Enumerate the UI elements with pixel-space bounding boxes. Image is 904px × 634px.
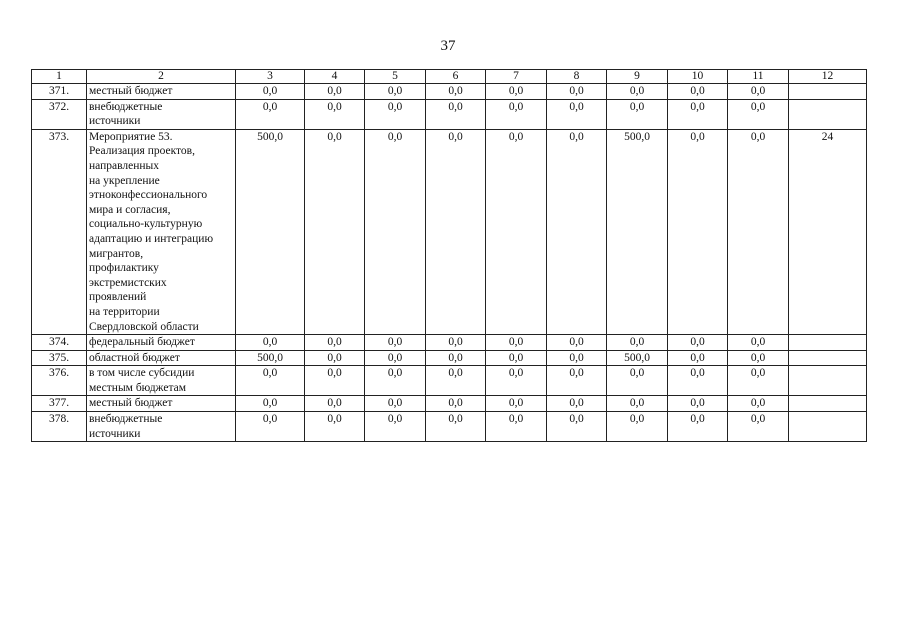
value-cell-col-3: 0,0 (236, 84, 305, 100)
value-cell-col-4: 0,0 (305, 129, 365, 334)
value-cell-col-5: 0,0 (365, 129, 426, 334)
value-cell-col-11: 0,0 (728, 129, 789, 334)
description-line: этноконфессионального (89, 189, 208, 202)
value-cell-col-7: 0,0 (486, 99, 547, 129)
description-line: местный бюджет (89, 397, 173, 410)
value-cell-col-8: 0,0 (547, 99, 607, 129)
description-line: внебюджетные (89, 100, 163, 113)
description-line: федеральный бюджет (89, 336, 195, 349)
value-cell-col-5: 0,0 (365, 350, 426, 366)
value-cell-col-11: 0,0 (728, 366, 789, 396)
target-indicator-cell (789, 84, 867, 100)
description-line: Мероприятие 53. (89, 130, 173, 143)
value-cell-col-5: 0,0 (365, 99, 426, 129)
table-row (32, 350, 867, 366)
description-line: направленных (89, 159, 160, 172)
row-number: 376. (32, 366, 87, 396)
value-cell-col-10: 0,0 (668, 335, 728, 351)
header-cell-12: 12 (789, 70, 867, 84)
value-cell-col-10: 0,0 (668, 366, 728, 396)
table-row (32, 396, 867, 412)
value-cell-col-8: 0,0 (547, 366, 607, 396)
value-cell-col-6: 0,0 (426, 99, 486, 129)
value-cell-col-11: 0,0 (728, 412, 789, 442)
value-cell-col-7: 0,0 (486, 366, 547, 396)
description-line: социально-культурную (89, 218, 203, 231)
value-cell-col-3: 0,0 (236, 99, 305, 129)
row-number: 374. (32, 335, 87, 351)
row-number: 371. (32, 84, 87, 100)
target-indicator-cell (789, 350, 867, 366)
value-cell-col-6: 0,0 (426, 335, 486, 351)
target-indicator-cell (789, 412, 867, 442)
row-number: 372. (32, 99, 87, 129)
value-cell-col-4: 0,0 (305, 335, 365, 351)
value-cell-col-5: 0,0 (365, 366, 426, 396)
row-number: 378. (32, 412, 87, 442)
value-cell-col-9: 0,0 (607, 396, 668, 412)
target-indicator-cell (789, 366, 867, 396)
value-cell-col-10: 0,0 (668, 129, 728, 334)
description-line: проявлений (89, 291, 147, 304)
description-line: Свердловской области (89, 320, 199, 333)
description-line: на укрепление (89, 174, 160, 187)
description-line: профилактику (89, 262, 159, 275)
description-line: Реализация проектов, (89, 145, 195, 158)
row-number: 373. (32, 129, 87, 334)
header-cell-2: 2 (87, 70, 236, 84)
value-cell-col-4: 0,0 (305, 412, 365, 442)
value-cell-col-7: 0,0 (486, 335, 547, 351)
value-cell-col-9: 500,0 (607, 350, 668, 366)
description-line: источники (89, 115, 141, 128)
header-cell-10: 10 (668, 70, 728, 84)
description-line: в том числе субсидии (89, 367, 195, 380)
value-cell-col-7: 0,0 (486, 129, 547, 334)
value-cell-col-11: 0,0 (728, 350, 789, 366)
description-line: областной бюджет (89, 351, 180, 364)
value-cell-col-7: 0,0 (486, 84, 547, 100)
description-line: местным бюджетам (89, 381, 186, 394)
value-cell-col-3: 0,0 (236, 335, 305, 351)
value-cell-col-10: 0,0 (668, 396, 728, 412)
value-cell-col-3: 0,0 (236, 366, 305, 396)
value-cell-col-6: 0,0 (426, 129, 486, 334)
row-description (87, 129, 236, 334)
target-indicator-cell: 24 (789, 129, 867, 334)
value-cell-col-7: 0,0 (486, 350, 547, 366)
budget-table (31, 69, 867, 442)
value-cell-col-6: 0,0 (426, 396, 486, 412)
header-cell-6: 6 (426, 70, 486, 84)
value-cell-col-9: 0,0 (607, 84, 668, 100)
value-cell-col-4: 0,0 (305, 366, 365, 396)
value-cell-col-10: 0,0 (668, 84, 728, 100)
value-cell-col-6: 0,0 (426, 366, 486, 396)
value-cell-col-7: 0,0 (486, 396, 547, 412)
value-cell-col-9: 0,0 (607, 366, 668, 396)
value-cell-col-4: 0,0 (305, 396, 365, 412)
table-row (32, 366, 867, 396)
row-description (87, 335, 236, 351)
value-cell-col-3: 0,0 (236, 412, 305, 442)
row-description (87, 350, 236, 366)
header-cell-3: 3 (236, 70, 305, 84)
value-cell-col-4: 0,0 (305, 84, 365, 100)
value-cell-col-8: 0,0 (547, 129, 607, 334)
table-row (32, 84, 867, 100)
row-description (87, 366, 236, 396)
description-line: внебюджетные (89, 413, 163, 426)
value-cell-col-11: 0,0 (728, 335, 789, 351)
value-cell-col-8: 0,0 (547, 84, 607, 100)
description-line: экстремистских (89, 276, 167, 289)
value-cell-col-10: 0,0 (668, 99, 728, 129)
description-line: адаптацию и интеграцию (89, 232, 214, 245)
value-cell-col-11: 0,0 (728, 396, 789, 412)
row-description (87, 84, 236, 100)
row-number: 375. (32, 350, 87, 366)
value-cell-col-9: 0,0 (607, 99, 668, 129)
description-line: местный бюджет (89, 85, 173, 97)
value-cell-col-9: 0,0 (607, 335, 668, 351)
value-cell-col-8: 0,0 (547, 412, 607, 442)
header-row (32, 70, 867, 84)
row-number: 377. (32, 396, 87, 412)
header-cell-9: 9 (607, 70, 668, 84)
row-description (87, 412, 236, 442)
value-cell-col-8: 0,0 (547, 396, 607, 412)
page-number: 37 (440, 38, 456, 54)
table-row (32, 99, 867, 129)
table-row (32, 412, 867, 442)
table-body (32, 70, 867, 442)
value-cell-col-4: 0,0 (305, 99, 365, 129)
value-cell-col-10: 0,0 (668, 350, 728, 366)
value-cell-col-11: 0,0 (728, 99, 789, 129)
value-cell-col-10: 0,0 (668, 412, 728, 442)
value-cell-col-4: 0,0 (305, 350, 365, 366)
table-row (32, 129, 867, 334)
value-cell-col-11: 0,0 (728, 84, 789, 100)
header-cell-1: 1 (32, 70, 87, 84)
value-cell-col-6: 0,0 (426, 412, 486, 442)
value-cell-col-8: 0,0 (547, 350, 607, 366)
value-cell-col-9: 0,0 (607, 412, 668, 442)
value-cell-col-5: 0,0 (365, 412, 426, 442)
description-line: мира и согласия, (89, 203, 171, 216)
target-indicator-cell (789, 335, 867, 351)
value-cell-col-5: 0,0 (365, 396, 426, 412)
value-cell-col-6: 0,0 (426, 350, 486, 366)
value-cell-col-5: 0,0 (365, 84, 426, 100)
header-cell-5: 5 (365, 70, 426, 84)
value-cell-col-3: 500,0 (236, 129, 305, 334)
value-cell-col-7: 0,0 (486, 412, 547, 442)
value-cell-col-8: 0,0 (547, 335, 607, 351)
header-cell-4: 4 (305, 70, 365, 84)
value-cell-col-3: 0,0 (236, 396, 305, 412)
row-description (87, 99, 236, 129)
header-cell-11: 11 (728, 70, 789, 84)
value-cell-col-9: 500,0 (607, 129, 668, 334)
target-indicator-cell (789, 99, 867, 129)
target-indicator-cell (789, 396, 867, 412)
header-cell-8: 8 (547, 70, 607, 84)
row-description (87, 396, 236, 412)
value-cell-col-5: 0,0 (365, 335, 426, 351)
description-line: на территории (89, 305, 160, 318)
description-line: мигрантов, (89, 247, 144, 260)
value-cell-col-6: 0,0 (426, 84, 486, 100)
table-row (32, 335, 867, 351)
value-cell-col-3: 500,0 (236, 350, 305, 366)
header-cell-7: 7 (486, 70, 547, 84)
description-line: источники (89, 427, 141, 440)
